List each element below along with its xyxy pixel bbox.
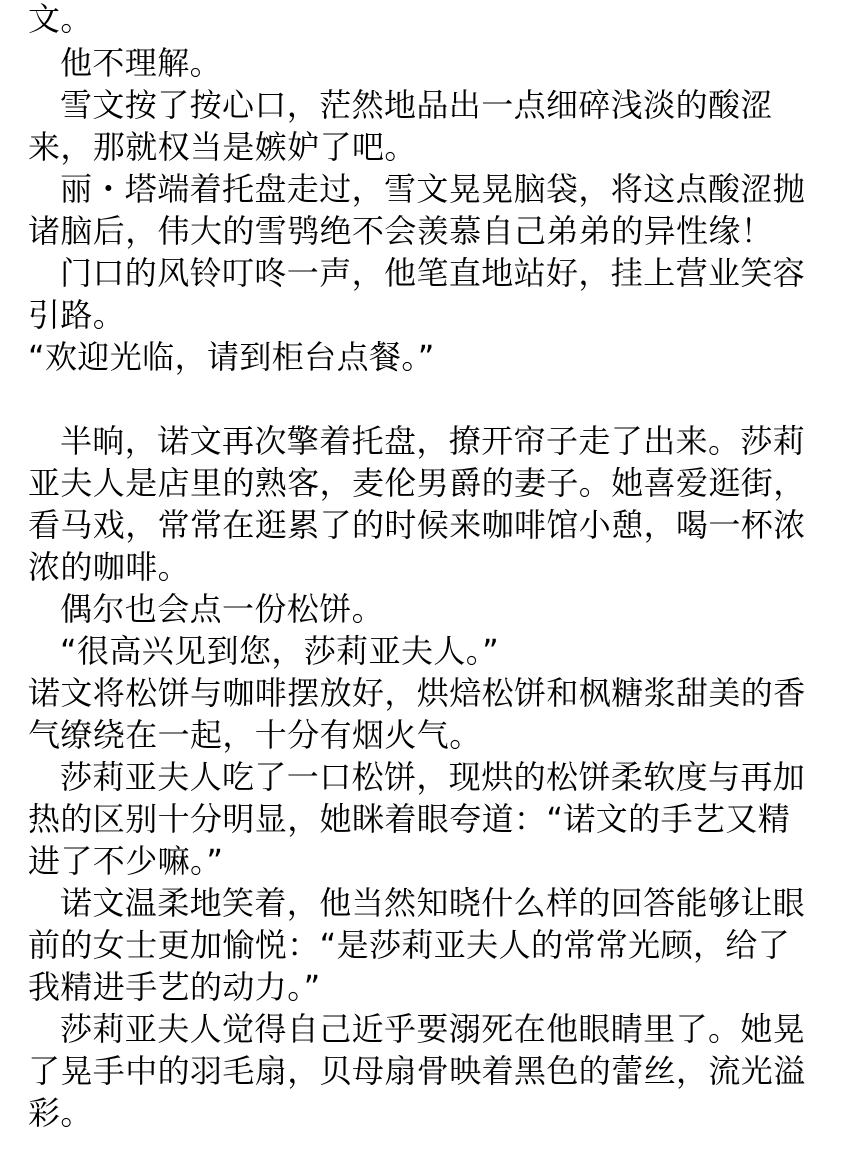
text-line: 看马戏，常常在逛累了的时候来咖啡馆小憩，喝一杯浓 (28, 506, 806, 544)
text-line: 亚夫人是店里的熟客，麦伦男爵的妻子。她喜爱逛街， (28, 464, 806, 502)
text-line: 热的区别十分明显，她眯着眼夸道：“诺文的手艺又精 (28, 800, 791, 838)
text-line: 我精进手艺的动力。” (28, 968, 321, 1006)
text-line: 进了不少嘛。” (28, 842, 224, 880)
text-line: 文。 (28, 0, 93, 38)
text-line: 诺文将松饼与咖啡摆放好，烘焙松饼和枫糖浆甜美的香 (28, 674, 806, 712)
text-line: 浓的咖啡。 (28, 548, 191, 586)
text-line: 气缭绕在一起，十分有烟火气。 (28, 716, 482, 754)
text-line: 诸脑后，伟大的雪鸮绝不会羡慕自己弟弟的异性缘！ (28, 212, 774, 250)
text-line: 门口的风铃叮咚一声，他笔直地站好，挂上营业笑容 (60, 254, 806, 292)
text-line: 他不理解。 (60, 44, 223, 82)
text-line: 了晃手中的羽毛扇，贝母扇骨映着黑色的蕾丝，流光溢 (28, 1052, 806, 1090)
text-line: 雪文按了按心口，茫然地品出一点细碎浅淡的酸涩 (60, 86, 773, 124)
text-line: “欢迎光临，请到柜台点餐。” (28, 338, 435, 376)
text-line: 丽・塔端着托盘走过，雪文晃晃脑袋，将这点酸涩抛 (60, 170, 806, 208)
text-line: 引路。 (28, 296, 126, 334)
text-line: 诺文温柔地笑着，他当然知晓什么样的回答能够让眼 (60, 884, 806, 922)
text-line: 莎莉亚夫人觉得自己近乎要溺死在他眼睛里了。她晃 (60, 1010, 806, 1048)
text-line: 偶尔也会点一份松饼。 (60, 590, 385, 628)
text-line: “很高兴见到您，莎莉亚夫人。” (60, 632, 500, 670)
text-line: 彩。 (28, 1094, 93, 1132)
text-line: 来，那就权当是嫉妒了吧。 (28, 128, 417, 166)
text-line: 前的女士更加愉悦：“是莎莉亚夫人的常常光顾，给了 (28, 926, 791, 964)
text-line: 莎莉亚夫人吃了一口松饼，现烘的松饼柔软度与再加 (60, 758, 806, 796)
text-line: 半晌，诺文再次擎着托盘，撩开帘子走了出来。莎莉 (60, 422, 806, 460)
